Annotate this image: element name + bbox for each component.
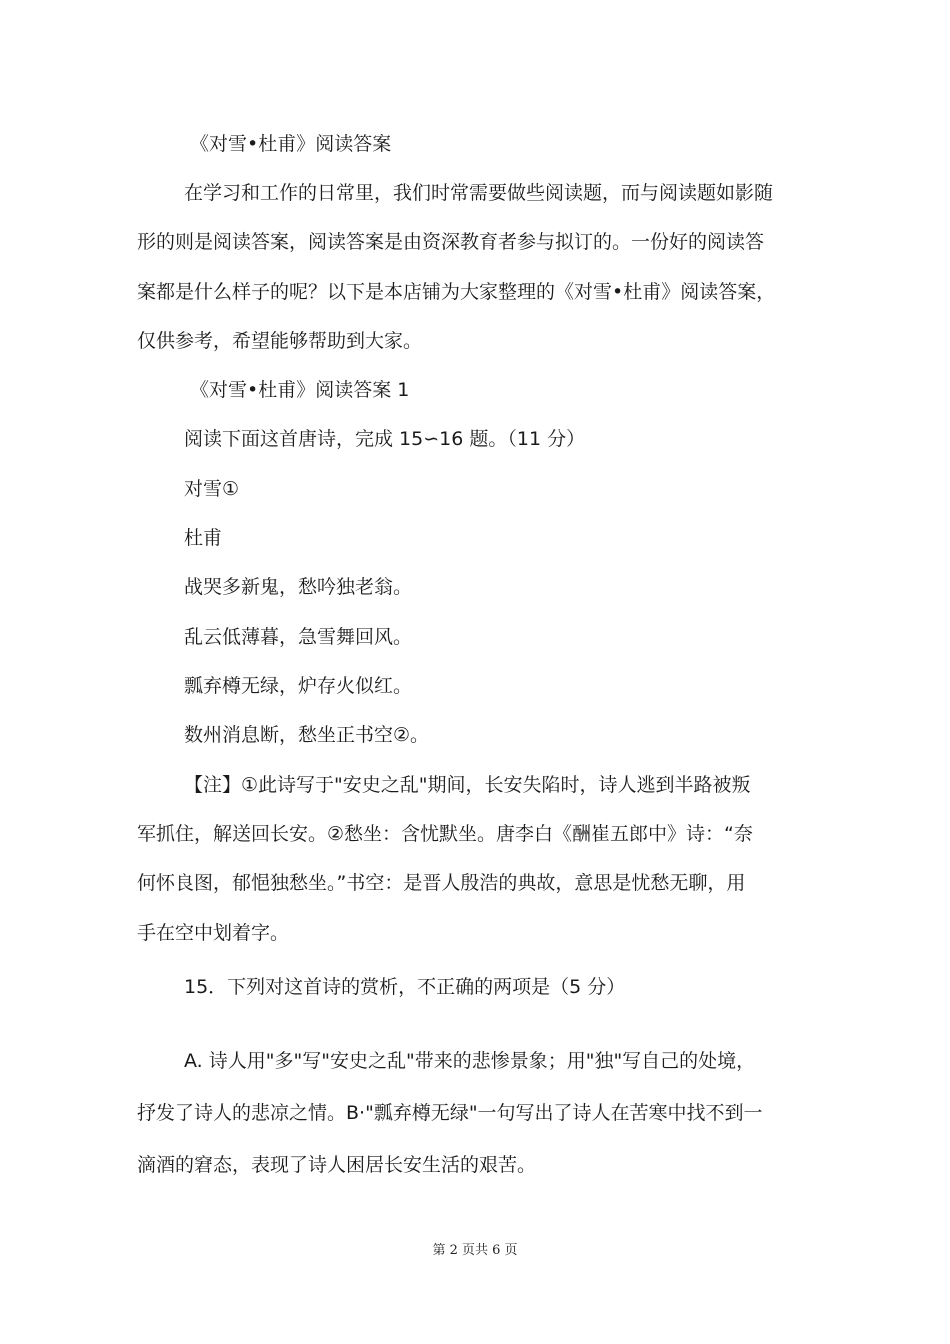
note-line: 手在空中划着字。 [137, 922, 290, 944]
intro-line: 形的则是阅读答案，阅读答案是由资深教育者参与拟订的。一份好的阅读答 [137, 231, 765, 253]
instruction-text: 阅读下面这首唐诗，完成 15∽16 题。（11 分） [184, 428, 586, 450]
poem-line: 瓢弃樽无绿，炉存火似红。 [184, 675, 413, 697]
document-title: 《对雪•杜甫》阅读答案 [190, 133, 392, 155]
page-footer: 第 2 页共 6 页 [432, 1243, 518, 1258]
poem-line: 战哭多新鬼，愁吟独老翁。 [184, 576, 413, 598]
intro-line: 在学习和工作的日常里，我们时常需要做些阅读题，而与阅读题如影随 [184, 182, 774, 204]
poem-title: 对雪① [184, 478, 240, 500]
option-line: 抒发了诗人的悲凉之情。B·"瓢弃樽无绿"一句写出了诗人在苦寒中找不到一 [137, 1102, 763, 1124]
option-line: A. 诗人用"多"写"安史之乱"带来的悲惨景象；用"独"写自己的处境， [184, 1050, 756, 1072]
poem-line: 乱云低薄暮，急雪舞回风。 [184, 626, 413, 648]
section-heading: 《对雪•杜甫》阅读答案 1 [190, 379, 410, 401]
question-15: 15．下列对这首诗的赏析，不正确的两项是（5 分） [184, 976, 626, 998]
intro-line: 仅供参考，希望能够帮助到大家。 [137, 330, 423, 352]
poem-author: 杜甫 [184, 527, 223, 549]
note-line: 军抓住，解送回长安。②愁坐：含忧默坐。唐李白《酬崔五郎中》诗：“奈 [137, 823, 753, 845]
option-line: 滴酒的窘态，表现了诗人困居长安生活的艰苦。 [137, 1154, 537, 1176]
note-line: 何怀良图，郁悒独愁坐。”书空：是晋人殷浩的典故，意思是忧愁无聊，用 [137, 872, 746, 894]
note-line: 【注】①此诗写于"安史之乱"期间，长安失陷时，诗人逃到半路被叛 [184, 774, 751, 796]
intro-line: 案都是什么样子的呢？以下是本店铺为大家整理的《对雪•杜甫》阅读答案， [137, 281, 776, 303]
poem-line: 数州消息断，愁坐正书空②。 [184, 724, 430, 746]
